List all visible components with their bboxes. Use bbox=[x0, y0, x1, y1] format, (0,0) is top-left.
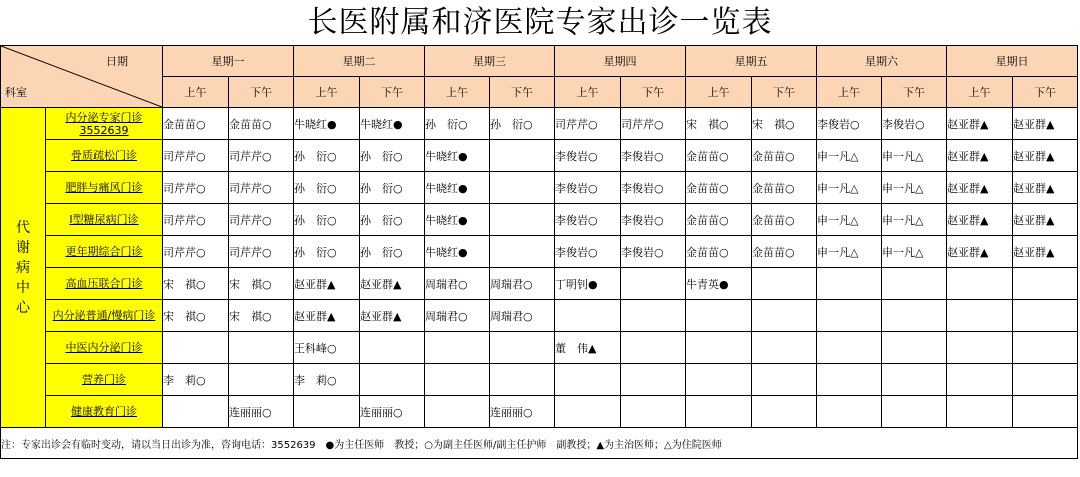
schedule-cell bbox=[621, 300, 686, 332]
schedule-cell: 司芹芹○ bbox=[229, 140, 294, 172]
schedule-cell: 赵亚群▲ bbox=[360, 268, 425, 300]
schedule-cell: 孙 衍○ bbox=[294, 172, 360, 204]
schedule-cell: 孙 衍○ bbox=[294, 236, 360, 268]
schedule-cell: 李俊岩○ bbox=[621, 204, 686, 236]
am-header: 上午 bbox=[686, 77, 752, 108]
schedule-cell bbox=[621, 364, 686, 396]
pm-header: 下午 bbox=[621, 77, 686, 108]
schedule-cell: 申一凡△ bbox=[817, 172, 882, 204]
schedule-cell bbox=[555, 364, 621, 396]
day-header: 星期三 bbox=[425, 46, 555, 77]
clinic-phone: 3552639 bbox=[79, 123, 129, 137]
department-name-char: 谢 bbox=[16, 239, 30, 256]
schedule-cell: 金苗苗○ bbox=[752, 140, 817, 172]
clinic-name-line: 内分泌普通/慢病门诊 bbox=[52, 309, 156, 322]
department-name-char: 心 bbox=[16, 299, 30, 316]
schedule-cell bbox=[360, 332, 425, 364]
schedule-cell bbox=[817, 300, 882, 332]
clinic-name[interactable] bbox=[46, 236, 163, 268]
department-name-char: 代 bbox=[16, 219, 30, 236]
clinic-name[interactable] bbox=[46, 140, 163, 172]
schedule-cell: 宋 祺○ bbox=[752, 108, 817, 140]
schedule-cell: 周瑞君○ bbox=[425, 268, 490, 300]
clinic-name[interactable] bbox=[46, 396, 163, 428]
footnote: 注：专家出诊会有临时变动，请以当日出诊为准，咨询电话：3552639 ●为主任医师 教授；○为副主任医师/副主任护师 副教授；▲为主治医师；△为住院医师 bbox=[1, 428, 1078, 459]
schedule-cell: 丁明钊● bbox=[555, 268, 621, 300]
dept-label: 科室 bbox=[5, 86, 27, 99]
schedule-cell: 牛晓红● bbox=[425, 140, 490, 172]
schedule-cell: 李俊岩○ bbox=[555, 204, 621, 236]
day-header: 星期日 bbox=[947, 46, 1078, 77]
schedule-cell: 司芹芹○ bbox=[163, 236, 229, 268]
clinic-name-line: 高血压联合门诊 bbox=[65, 277, 143, 290]
schedule-cell: 孙 衍○ bbox=[360, 236, 425, 268]
schedule-cell: 牛晓红● bbox=[425, 172, 490, 204]
schedule-cell: 申一凡△ bbox=[817, 236, 882, 268]
schedule-cell bbox=[425, 396, 490, 428]
page-title: 长医附属和济医院专家出诊一览表 bbox=[307, 5, 773, 40]
schedule-cell: 周瑞君○ bbox=[490, 268, 555, 300]
schedule-cell: 孙 衍○ bbox=[360, 204, 425, 236]
clinic-name-line: 内分泌专家门诊 bbox=[65, 110, 143, 124]
schedule-cell: 赵亚群▲ bbox=[294, 268, 360, 300]
schedule-cell: 董 伟▲ bbox=[555, 332, 621, 364]
am-header: 上午 bbox=[947, 77, 1013, 108]
clinic-name[interactable] bbox=[46, 108, 163, 140]
schedule-cell: 宋 祺○ bbox=[686, 108, 752, 140]
schedule-cell: 申一凡△ bbox=[882, 204, 947, 236]
schedule-cell: 周瑞君○ bbox=[425, 300, 490, 332]
table-row bbox=[1, 268, 1078, 300]
schedule-cell: 李俊岩○ bbox=[621, 236, 686, 268]
schedule-cell bbox=[163, 332, 229, 364]
schedule-cell bbox=[752, 396, 817, 428]
schedule-cell bbox=[555, 396, 621, 428]
schedule-cell: 李俊岩○ bbox=[555, 140, 621, 172]
schedule-cell bbox=[490, 364, 555, 396]
schedule-cell: 孙 衍○ bbox=[360, 172, 425, 204]
table-row bbox=[1, 236, 1078, 268]
date-label: 日期 bbox=[106, 55, 128, 68]
clinic-name[interactable] bbox=[46, 364, 163, 396]
schedule-cell bbox=[229, 364, 294, 396]
schedule-cell: 孙 衍○ bbox=[294, 204, 360, 236]
am-header: 上午 bbox=[555, 77, 621, 108]
pm-header: 下午 bbox=[490, 77, 555, 108]
clinic-name-line: 更年期综合门诊 bbox=[65, 245, 143, 258]
clinic-name-line: 健康教育门诊 bbox=[71, 405, 137, 418]
schedule-cell: 金苗苗○ bbox=[163, 108, 229, 140]
day-header: 星期二 bbox=[294, 46, 425, 77]
schedule-cell bbox=[229, 332, 294, 364]
table-row bbox=[1, 332, 1078, 364]
schedule-cell: 孙 衍○ bbox=[294, 140, 360, 172]
schedule-cell: 连丽丽○ bbox=[490, 396, 555, 428]
schedule-cell: 赵亚群▲ bbox=[360, 300, 425, 332]
schedule-cell: 申一凡△ bbox=[882, 172, 947, 204]
schedule-cell bbox=[294, 396, 360, 428]
clinic-name[interactable] bbox=[46, 268, 163, 300]
schedule-cell: 金苗苗○ bbox=[229, 108, 294, 140]
schedule-cell bbox=[425, 364, 490, 396]
schedule-cell: 金苗苗○ bbox=[686, 204, 752, 236]
schedule-cell: 李俊岩○ bbox=[817, 108, 882, 140]
schedule-cell: 司芹芹○ bbox=[621, 108, 686, 140]
schedule-cell: 赵亚群▲ bbox=[947, 140, 1013, 172]
note-row bbox=[1, 428, 1078, 459]
schedule-cell: 牛青英● bbox=[686, 268, 752, 300]
schedule-cell bbox=[490, 140, 555, 172]
schedule-cell: 赵亚群▲ bbox=[1013, 140, 1078, 172]
schedule-cell bbox=[490, 236, 555, 268]
day-header: 星期五 bbox=[686, 46, 817, 77]
schedule-cell: 司芹芹○ bbox=[163, 172, 229, 204]
schedule-cell: 金苗苗○ bbox=[752, 204, 817, 236]
schedule-cell bbox=[947, 364, 1013, 396]
schedule-cell bbox=[686, 364, 752, 396]
schedule-cell bbox=[490, 172, 555, 204]
schedule-cell bbox=[752, 300, 817, 332]
schedule-cell: 申一凡△ bbox=[882, 140, 947, 172]
schedule-cell bbox=[1013, 300, 1078, 332]
schedule-cell bbox=[621, 332, 686, 364]
schedule-cell: 牛晓红● bbox=[294, 108, 360, 140]
schedule-cell bbox=[163, 396, 229, 428]
schedule-cell bbox=[1013, 396, 1078, 428]
schedule-cell bbox=[621, 396, 686, 428]
schedule-cell bbox=[425, 332, 490, 364]
schedule-cell: 赵亚群▲ bbox=[1013, 108, 1078, 140]
schedule-cell: 金苗苗○ bbox=[752, 236, 817, 268]
clinic-name-line: 骨质疏松门诊 bbox=[71, 149, 137, 162]
schedule-cell: 金苗苗○ bbox=[686, 172, 752, 204]
schedule-cell bbox=[882, 396, 947, 428]
clinic-name-line: 肥胖与痛风门诊 bbox=[65, 181, 143, 194]
schedule-cell bbox=[882, 332, 947, 364]
schedule-cell: 金苗苗○ bbox=[686, 140, 752, 172]
am-header: 上午 bbox=[425, 77, 490, 108]
department-name bbox=[1, 108, 46, 428]
schedule-cell: 孙 衍○ bbox=[425, 108, 490, 140]
schedule-cell bbox=[817, 364, 882, 396]
day-header: 星期六 bbox=[817, 46, 947, 77]
schedule-cell: 司芹芹○ bbox=[555, 108, 621, 140]
table-row bbox=[1, 364, 1078, 396]
schedule-cell: 孙 衍○ bbox=[490, 108, 555, 140]
schedule-cell: 赵亚群▲ bbox=[1013, 204, 1078, 236]
schedule-cell bbox=[817, 332, 882, 364]
am-header: 上午 bbox=[294, 77, 360, 108]
schedule-cell: 宋 祺○ bbox=[163, 300, 229, 332]
am-header: 上午 bbox=[163, 77, 229, 108]
schedule-cell: 李俊岩○ bbox=[621, 172, 686, 204]
department-name-char: 中 bbox=[16, 279, 30, 296]
header-days-row bbox=[1, 46, 1078, 77]
schedule-cell bbox=[621, 268, 686, 300]
schedule-cell bbox=[555, 300, 621, 332]
schedule-cell bbox=[490, 204, 555, 236]
schedule-cell bbox=[752, 332, 817, 364]
table-row bbox=[1, 140, 1078, 172]
pm-header: 下午 bbox=[752, 77, 817, 108]
header-corner bbox=[1, 46, 163, 108]
clinic-name[interactable] bbox=[46, 300, 163, 332]
schedule-cell: 李 莉○ bbox=[163, 364, 229, 396]
schedule-cell: 孙 衍○ bbox=[360, 140, 425, 172]
day-header: 星期四 bbox=[555, 46, 686, 77]
schedule-cell: 牛晓红● bbox=[425, 204, 490, 236]
schedule-cell: 金苗苗○ bbox=[686, 236, 752, 268]
schedule-cell: 司芹芹○ bbox=[163, 140, 229, 172]
schedule-cell: 司芹芹○ bbox=[229, 172, 294, 204]
schedule-cell: 司芹芹○ bbox=[229, 204, 294, 236]
pm-header: 下午 bbox=[882, 77, 947, 108]
schedule-cell: 连丽丽○ bbox=[229, 396, 294, 428]
schedule-cell: 李 莉○ bbox=[294, 364, 360, 396]
pm-header: 下午 bbox=[1013, 77, 1078, 108]
table-row bbox=[1, 300, 1078, 332]
schedule-cell: 王科峰○ bbox=[294, 332, 360, 364]
schedule-cell bbox=[947, 332, 1013, 364]
schedule-cell bbox=[1013, 364, 1078, 396]
schedule-cell bbox=[752, 364, 817, 396]
schedule-cell: 宋 祺○ bbox=[229, 268, 294, 300]
schedule-cell: 李俊岩○ bbox=[882, 108, 947, 140]
schedule-cell bbox=[686, 332, 752, 364]
schedule-cell: 赵亚群▲ bbox=[294, 300, 360, 332]
table-row bbox=[1, 108, 1078, 140]
schedule-cell: 宋 祺○ bbox=[229, 300, 294, 332]
schedule-cell bbox=[882, 364, 947, 396]
schedule-cell bbox=[882, 268, 947, 300]
schedule-cell: 赵亚群▲ bbox=[1013, 172, 1078, 204]
schedule-cell bbox=[686, 396, 752, 428]
schedule-cell: 金苗苗○ bbox=[752, 172, 817, 204]
schedule-cell bbox=[947, 300, 1013, 332]
schedule-cell bbox=[490, 332, 555, 364]
clinic-name[interactable] bbox=[46, 332, 163, 364]
schedule-cell: 赵亚群▲ bbox=[947, 172, 1013, 204]
clinic-name[interactable] bbox=[46, 204, 163, 236]
schedule-cell: 赵亚群▲ bbox=[1013, 236, 1078, 268]
schedule-cell bbox=[1013, 268, 1078, 300]
pm-header: 下午 bbox=[229, 77, 294, 108]
department-name-char: 病 bbox=[16, 259, 30, 276]
schedule-cell bbox=[947, 396, 1013, 428]
schedule-cell: 申一凡△ bbox=[817, 140, 882, 172]
schedule-cell: 宋 祺○ bbox=[163, 268, 229, 300]
schedule-cell: 牛晓红● bbox=[360, 108, 425, 140]
clinic-name[interactable] bbox=[46, 172, 163, 204]
schedule-cell: 牛晓红● bbox=[425, 236, 490, 268]
schedule-cell: 司芹芹○ bbox=[163, 204, 229, 236]
schedule-cell bbox=[360, 364, 425, 396]
schedule-cell bbox=[686, 300, 752, 332]
table-row bbox=[1, 396, 1078, 428]
schedule-cell: 连丽丽○ bbox=[360, 396, 425, 428]
schedule-cell: 赵亚群▲ bbox=[947, 236, 1013, 268]
schedule-cell: 李俊岩○ bbox=[555, 236, 621, 268]
schedule-cell: 申一凡△ bbox=[882, 236, 947, 268]
clinic-name-line: I型糖尿病门诊 bbox=[69, 213, 139, 226]
clinic-name-line: 中医内分泌门诊 bbox=[65, 341, 143, 354]
schedule-cell bbox=[1013, 332, 1078, 364]
schedule-cell bbox=[817, 396, 882, 428]
schedule-cell: 赵亚群▲ bbox=[947, 204, 1013, 236]
pm-header: 下午 bbox=[360, 77, 425, 108]
schedule-cell: 司芹芹○ bbox=[229, 236, 294, 268]
schedule-cell: 周瑞君○ bbox=[490, 300, 555, 332]
table-row bbox=[1, 204, 1078, 236]
schedule-cell: 赵亚群▲ bbox=[947, 108, 1013, 140]
schedule-cell: 申一凡△ bbox=[817, 204, 882, 236]
day-header: 星期一 bbox=[163, 46, 294, 77]
schedule-cell: 李俊岩○ bbox=[621, 140, 686, 172]
clinic-name-line: 营养门诊 bbox=[82, 373, 126, 386]
schedule-cell bbox=[752, 268, 817, 300]
schedule-cell: 李俊岩○ bbox=[555, 172, 621, 204]
schedule-cell bbox=[947, 268, 1013, 300]
schedule-table bbox=[0, 45, 1078, 459]
am-header: 上午 bbox=[817, 77, 882, 108]
table-row bbox=[1, 172, 1078, 204]
schedule-cell bbox=[817, 268, 882, 300]
schedule-cell bbox=[882, 300, 947, 332]
